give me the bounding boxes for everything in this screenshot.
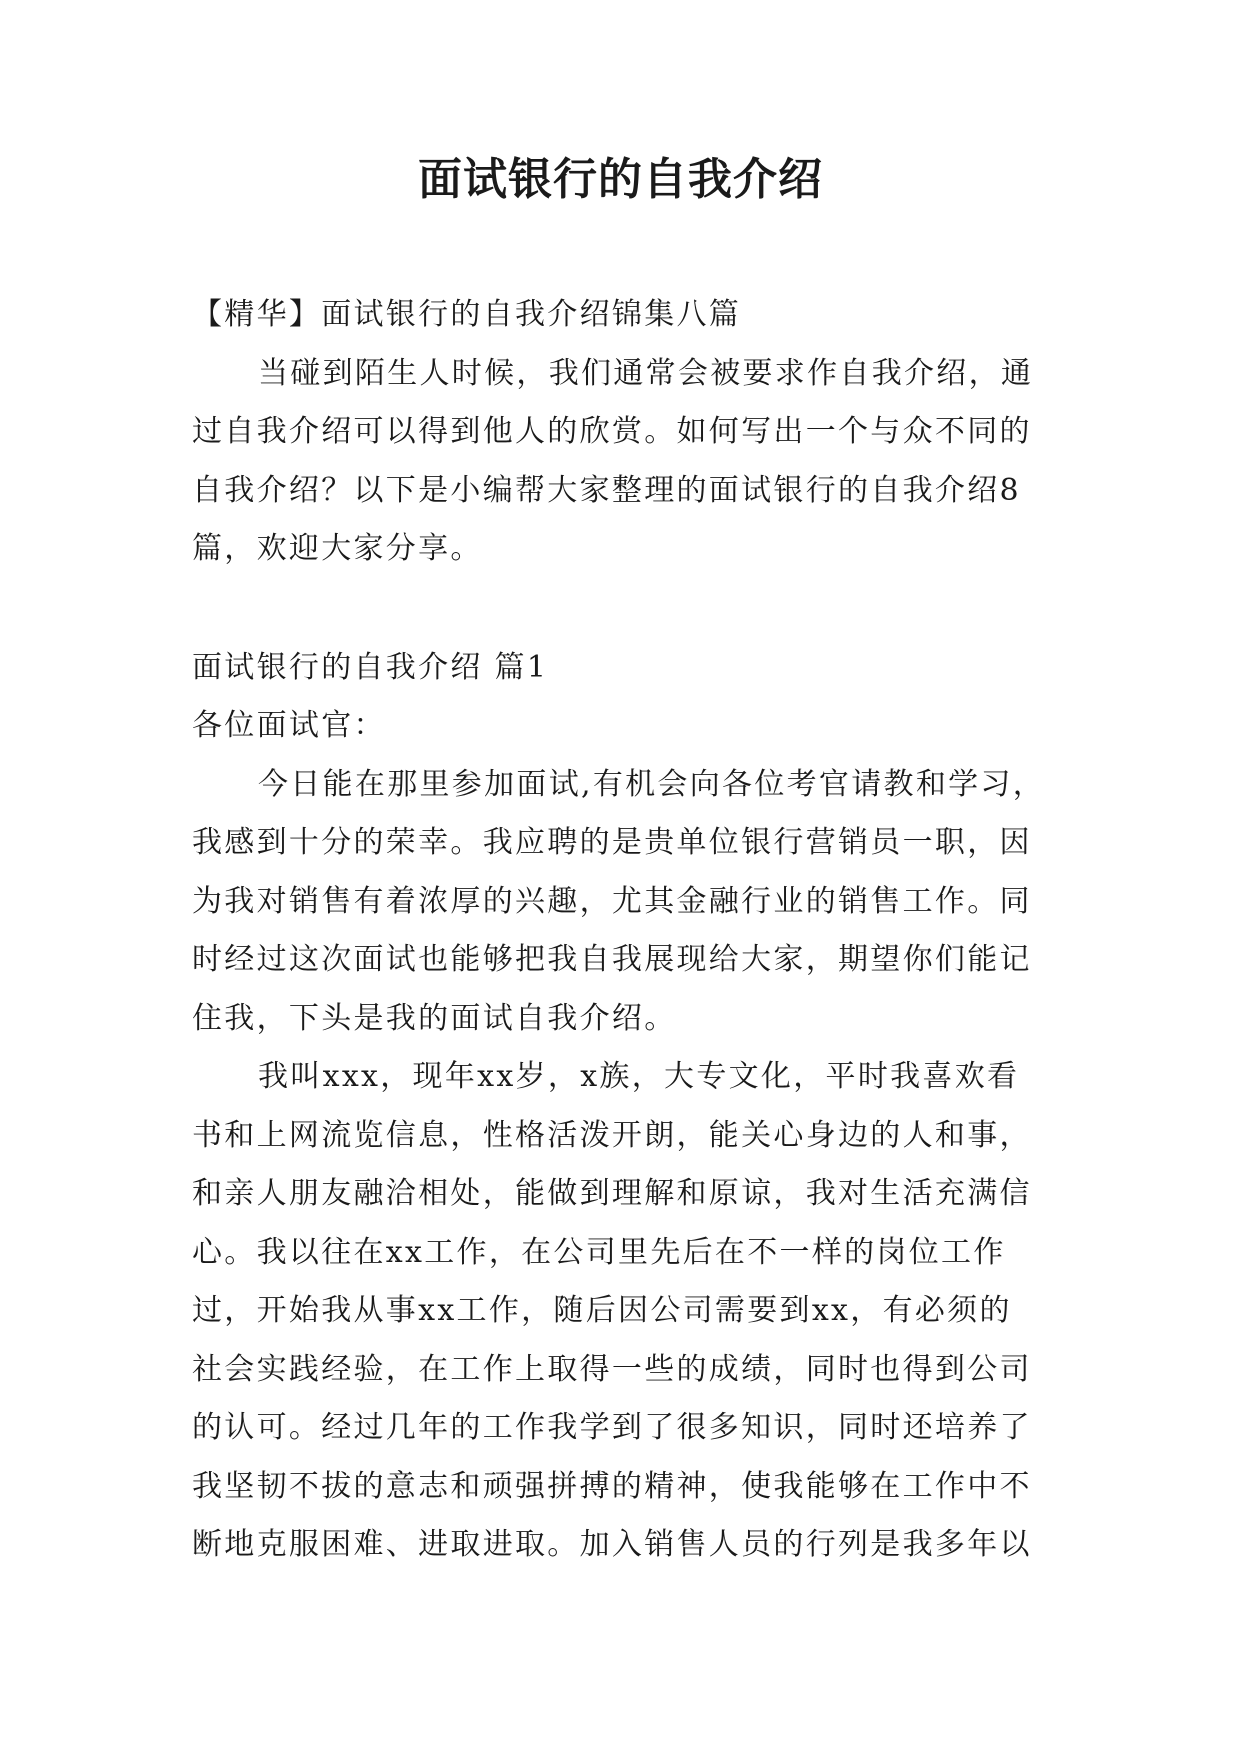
text-line: 社会实践经验，在工作上取得一些的成绩，同时也得到公司 — [192, 1351, 1032, 1387]
text-line: 的认可。经过几年的工作我学到了很多知识，同时还培养了 — [192, 1410, 1032, 1445]
text-line: 过自我介绍可以得到他人的欣赏。如何写出一个与众不同的 — [192, 414, 1032, 449]
text-line: 为我对销售有着浓厚的兴趣，尤其金融行业的销售工作。同 — [192, 883, 1032, 919]
text-line: 我叫xxx，现年xx岁，x族，大专文化，平时我喜欢看 — [258, 1059, 1020, 1094]
text-line: 自我介绍？以下是小编帮大家整理的面试银行的自我介绍8 — [192, 472, 1021, 508]
body-paragraph-1 — [192, 756, 1050, 1049]
text-line: 住我，下头是我的面试自我介绍。 — [192, 1000, 677, 1036]
document-body — [192, 286, 1050, 1575]
salutation: 各位面试官： — [192, 708, 386, 743]
subtitle: 【精华】面试银行的自我介绍锦集八篇 — [192, 297, 742, 332]
text-line: 断地克服困难、进取进取。加入销售人员的行列是我多年以 — [192, 1527, 1032, 1562]
text-line: 篇，欢迎大家分享。 — [192, 531, 483, 566]
text-line: 我坚韧不拔的意志和顽强拼搏的精神，使我能够在工作中不 — [192, 1468, 1032, 1504]
text-line: 今日能在那里参加面试,有机会向各位考官请教和学习， — [258, 766, 1046, 802]
document-title: 面试银行的自我介绍 — [418, 154, 823, 205]
spacer — [192, 579, 1050, 639]
text-line: 时经过这次面试也能够把我自我展现给大家，期望你们能记 — [192, 942, 1032, 977]
intro-paragraph — [192, 345, 1050, 579]
section-heading: 面试银行的自我介绍 篇1 — [192, 649, 549, 685]
text-line: 心。我以往在xx工作，在公司里先后在不一样的岗位工作 — [192, 1234, 1006, 1270]
text-line: 当碰到陌生人时候，我们通常会被要求作自我介绍，通 — [258, 355, 1034, 391]
text-line: 我感到十分的荣幸。我应聘的是贵单位银行营销员一职，因 — [192, 825, 1032, 860]
body-paragraph-2 — [192, 1048, 1050, 1575]
text-line: 过，开始我从事xx工作，随后因公司需要到xx，有必须的 — [192, 1293, 1012, 1328]
text-line: 书和上网流览信息，性格活泼开朗，能关心身边的人和事， — [192, 1117, 1032, 1153]
text-line: 和亲人朋友融洽相处，能做到理解和原谅，我对生活充满信 — [192, 1176, 1032, 1211]
